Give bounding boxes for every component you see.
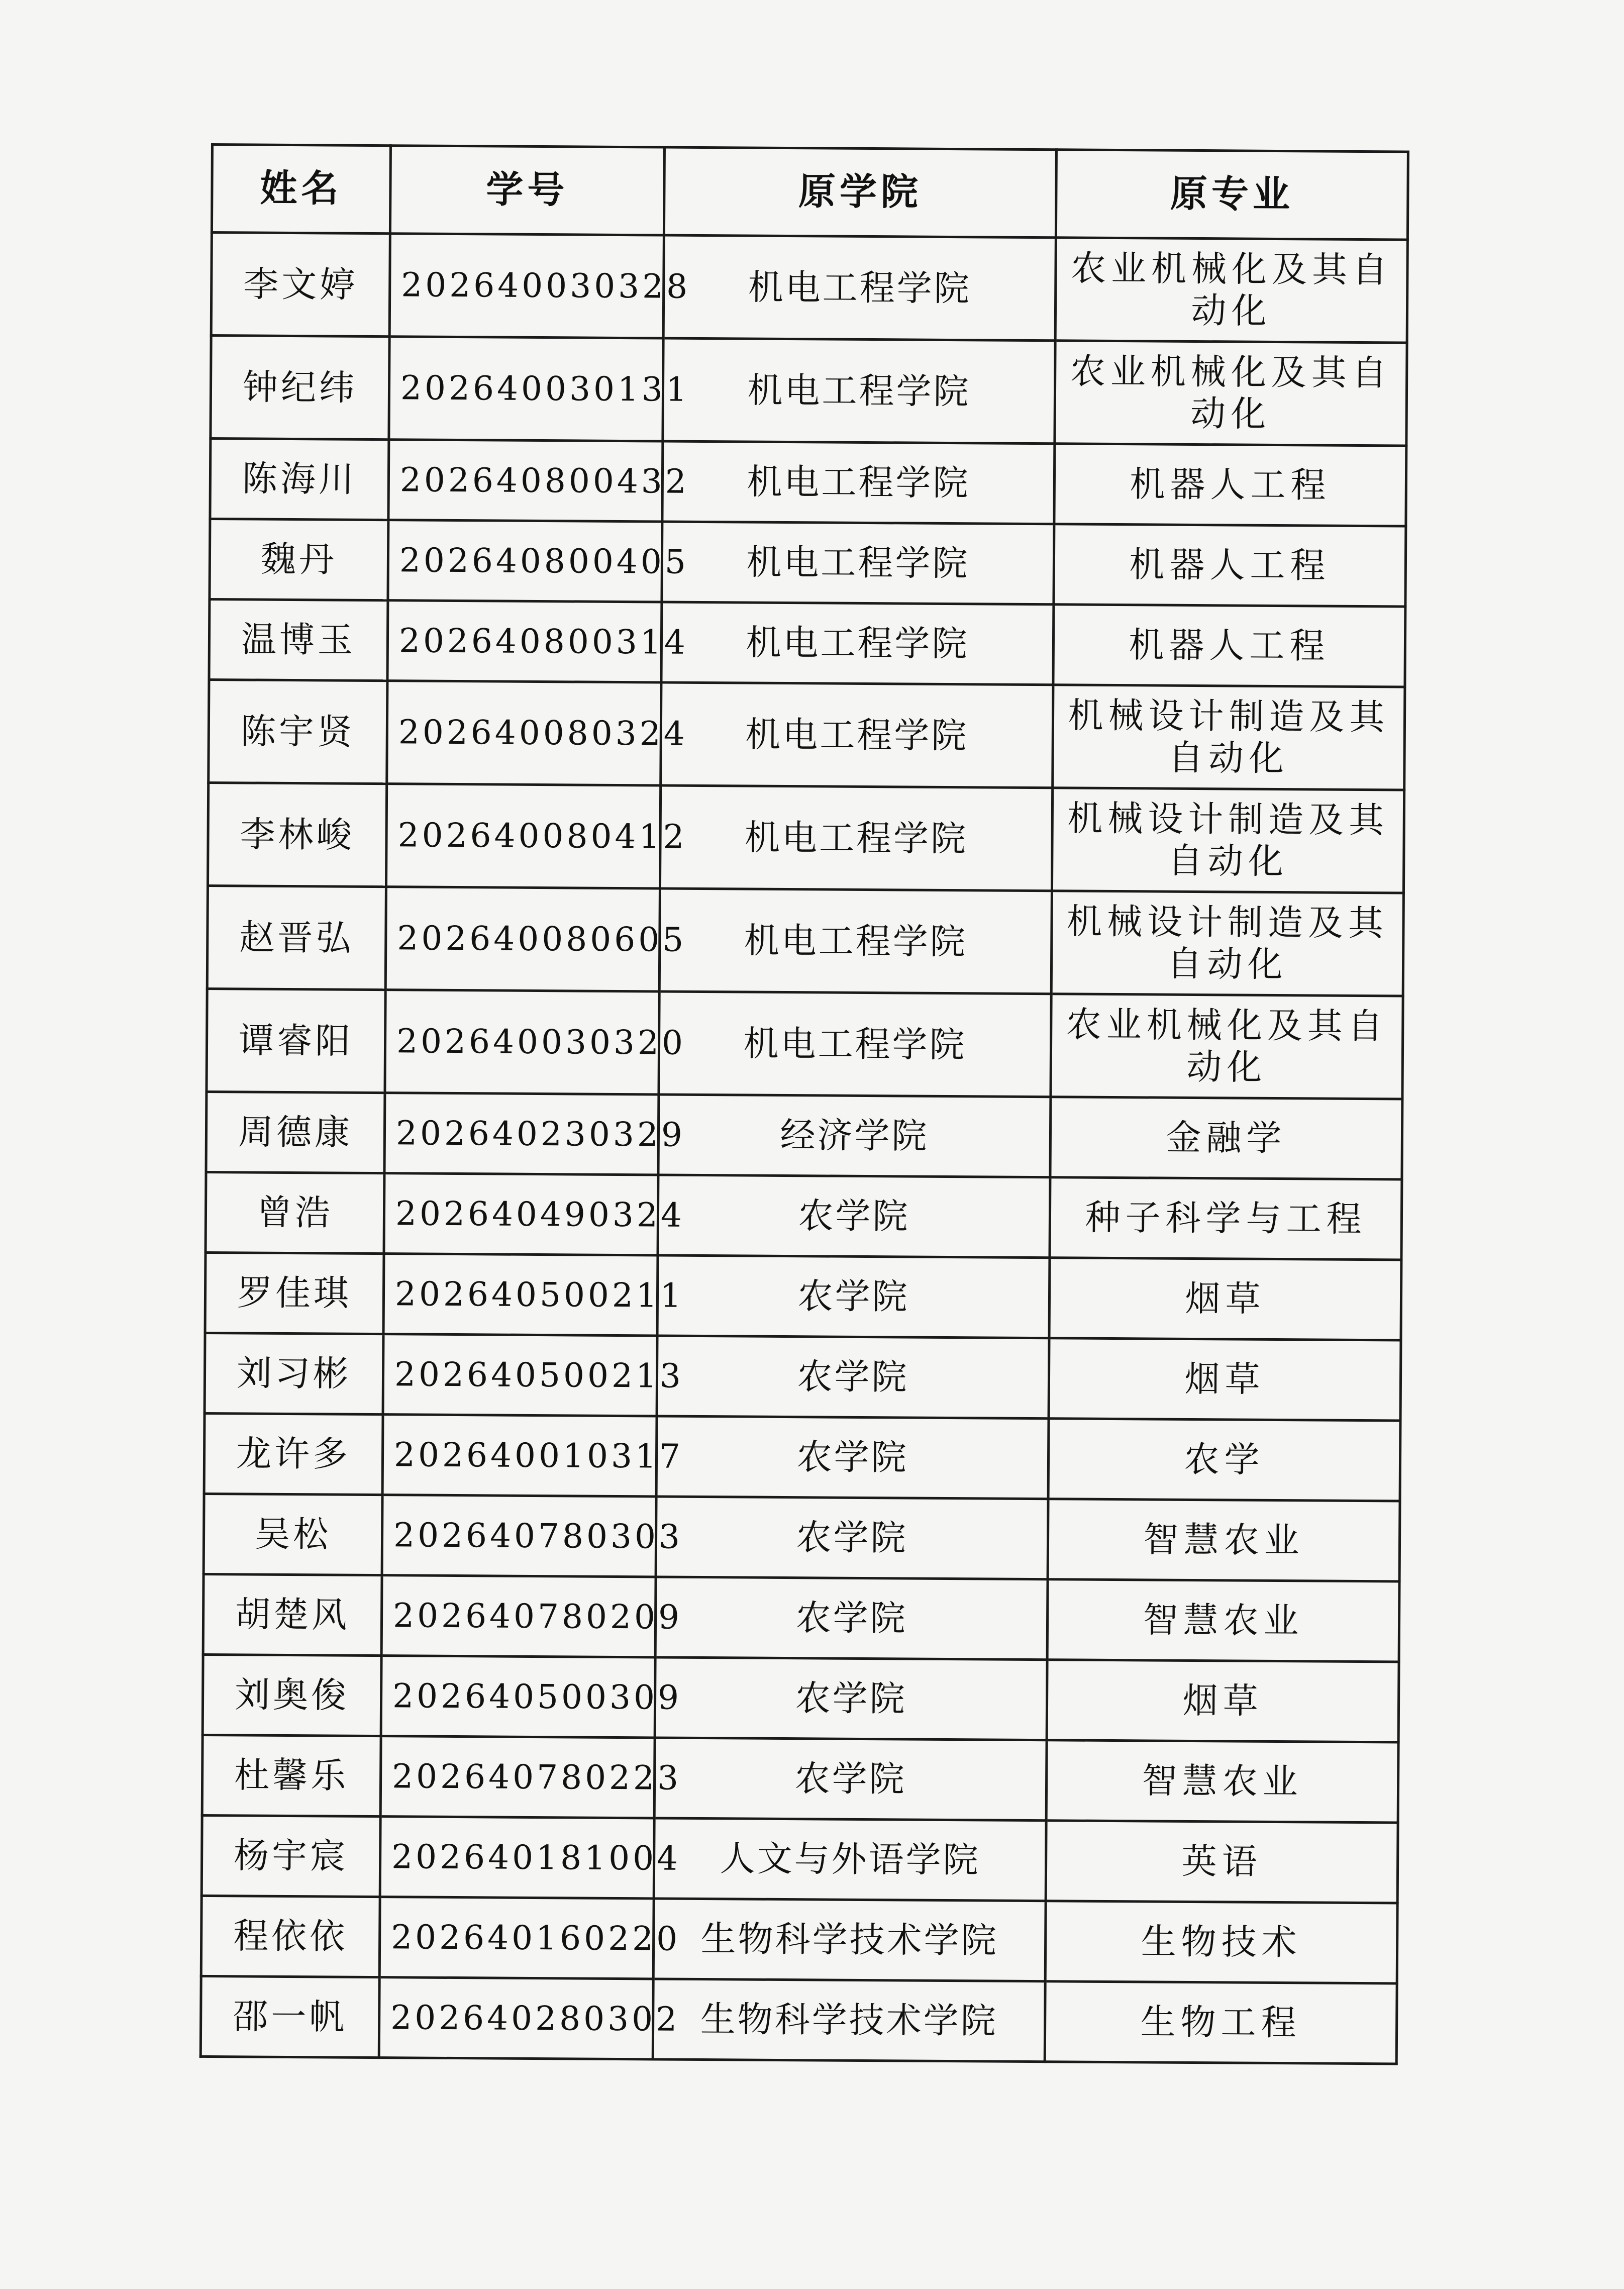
table-row (210, 519, 1406, 607)
table-row (205, 1252, 1401, 1340)
student-name: 钟纪纬 (211, 336, 389, 440)
original-major: 烟草 (1049, 1258, 1401, 1340)
student-id: 202640800432 (388, 440, 663, 522)
student-id: 202640030328 (389, 234, 664, 338)
original-college: 机电工程学院 (663, 338, 1055, 444)
table-header (212, 145, 1408, 240)
table-row (208, 782, 1404, 893)
student-id: 202640230329 (384, 1093, 659, 1175)
student-id: 202640500211 (383, 1254, 658, 1336)
table-row (209, 679, 1405, 790)
original-major: 机械设计制造及其自动化 (1053, 685, 1405, 790)
header-row (212, 145, 1408, 240)
header-student-id: 学号 (390, 146, 664, 235)
student-id: 202640010317 (382, 1415, 657, 1497)
student-id: 202640780303 (382, 1495, 656, 1577)
table-row (207, 988, 1403, 1099)
original-college: 农学院 (655, 1577, 1048, 1660)
original-major: 烟草 (1047, 1660, 1399, 1742)
original-college: 农学院 (657, 1255, 1050, 1338)
original-college: 农学院 (656, 1416, 1049, 1499)
table-row (210, 439, 1406, 527)
original-college: 农学院 (658, 1175, 1050, 1258)
original-major: 机械设计制造及其自动化 (1051, 891, 1403, 996)
original-college: 人文与外语学院 (654, 1818, 1046, 1901)
table-row (207, 885, 1403, 996)
student-name: 杨宇宸 (201, 1815, 380, 1897)
student-id: 202640780223 (380, 1736, 655, 1818)
student-id: 202640181004 (380, 1817, 654, 1899)
original-major: 机器人工程 (1054, 444, 1406, 526)
student-name: 罗佳琪 (205, 1252, 384, 1334)
student-id: 202640160220 (379, 1897, 654, 1979)
original-major: 机器人工程 (1054, 524, 1406, 607)
original-college: 农学院 (654, 1738, 1047, 1821)
table-row (202, 1654, 1399, 1742)
student-id: 202640080412 (386, 784, 660, 888)
original-major: 金融学 (1050, 1097, 1402, 1179)
student-id: 202640500213 (383, 1334, 657, 1416)
student-name: 杜馨乐 (202, 1735, 381, 1816)
student-name: 胡楚风 (203, 1574, 382, 1655)
student-name: 吴松 (204, 1494, 382, 1575)
table-row (201, 1896, 1397, 1983)
original-college: 农学院 (656, 1497, 1048, 1579)
student-id: 202640080605 (385, 887, 660, 991)
student-id: 202640490324 (384, 1173, 658, 1255)
student-name: 刘习彬 (205, 1333, 383, 1414)
header-original-college: 原学院 (664, 147, 1056, 238)
student-name: 邵一帆 (200, 1976, 379, 2057)
original-college: 农学院 (655, 1657, 1047, 1740)
student-name: 谭睿阳 (207, 988, 385, 1092)
original-college: 机电工程学院 (662, 441, 1055, 524)
table-row (211, 233, 1407, 343)
student-id: 202640030320 (385, 990, 659, 1094)
original-college: 生物科学技术学院 (653, 1899, 1046, 1981)
table-row (202, 1735, 1398, 1823)
student-name: 曾浩 (206, 1172, 384, 1253)
original-college: 经济学院 (658, 1094, 1051, 1177)
student-name: 魏丹 (210, 519, 388, 601)
original-major: 农业机械化及其自动化 (1051, 994, 1403, 1099)
student-id: 202640080324 (387, 681, 661, 785)
student-name: 龙许多 (204, 1413, 383, 1495)
table-row (206, 1091, 1402, 1179)
original-college: 机电工程学院 (661, 602, 1054, 685)
student-id: 202640780209 (381, 1575, 656, 1657)
original-major: 烟草 (1049, 1338, 1401, 1421)
table-row (200, 1976, 1397, 2064)
table-row (204, 1413, 1400, 1501)
original-major: 机械设计制造及其自动化 (1052, 788, 1404, 893)
original-college: 机电工程学院 (660, 785, 1052, 891)
student-name: 刘奥俊 (202, 1654, 381, 1736)
original-major: 机器人工程 (1053, 605, 1405, 687)
student-id: 202640800314 (387, 601, 662, 682)
original-college: 机电工程学院 (662, 522, 1054, 605)
original-college: 机电工程学院 (661, 682, 1053, 788)
original-college: 机电工程学院 (663, 235, 1056, 341)
original-major: 智慧农业 (1046, 1740, 1398, 1823)
original-major: 智慧农业 (1048, 1499, 1400, 1581)
student-id: 202640280302 (379, 1977, 653, 2059)
table-row (211, 336, 1407, 446)
original-college: 生物科学技术学院 (653, 1979, 1045, 2062)
table-row (203, 1574, 1399, 1662)
student-id: 202640030131 (389, 337, 663, 441)
original-major: 生物工程 (1045, 1981, 1397, 2064)
header-original-major: 原专业 (1056, 150, 1408, 240)
table-body (200, 233, 1407, 2064)
table-row (209, 599, 1405, 687)
original-college: 农学院 (657, 1336, 1049, 1419)
table-row (206, 1172, 1402, 1260)
original-college: 机电工程学院 (659, 888, 1052, 994)
student-name: 程依依 (201, 1896, 380, 1977)
original-major: 智慧农业 (1047, 1579, 1399, 1662)
student-id: 202640500309 (381, 1656, 655, 1738)
header-name: 姓名 (212, 145, 390, 234)
student-name: 陈海川 (210, 439, 389, 520)
table-row (201, 1815, 1398, 1903)
student-name: 温博玉 (209, 599, 388, 680)
student-roster-table (199, 143, 1409, 2065)
table-row (204, 1494, 1400, 1581)
original-major: 农业机械化及其自动化 (1055, 341, 1407, 446)
student-name: 李文婷 (211, 233, 390, 337)
original-major: 生物技术 (1045, 1901, 1397, 1983)
table-row (205, 1333, 1401, 1421)
original-college: 机电工程学院 (659, 991, 1051, 1097)
original-major: 农业机械化及其自动化 (1055, 238, 1407, 343)
original-major: 农学 (1048, 1419, 1400, 1501)
student-name: 李林峻 (208, 782, 386, 886)
student-id: 202640800405 (388, 520, 662, 602)
student-name: 赵晋弘 (207, 885, 386, 989)
student-name: 陈宇贤 (209, 679, 387, 783)
original-major: 种子科学与工程 (1050, 1177, 1402, 1260)
student-name: 周德康 (206, 1091, 385, 1173)
original-major: 英语 (1046, 1821, 1398, 1903)
